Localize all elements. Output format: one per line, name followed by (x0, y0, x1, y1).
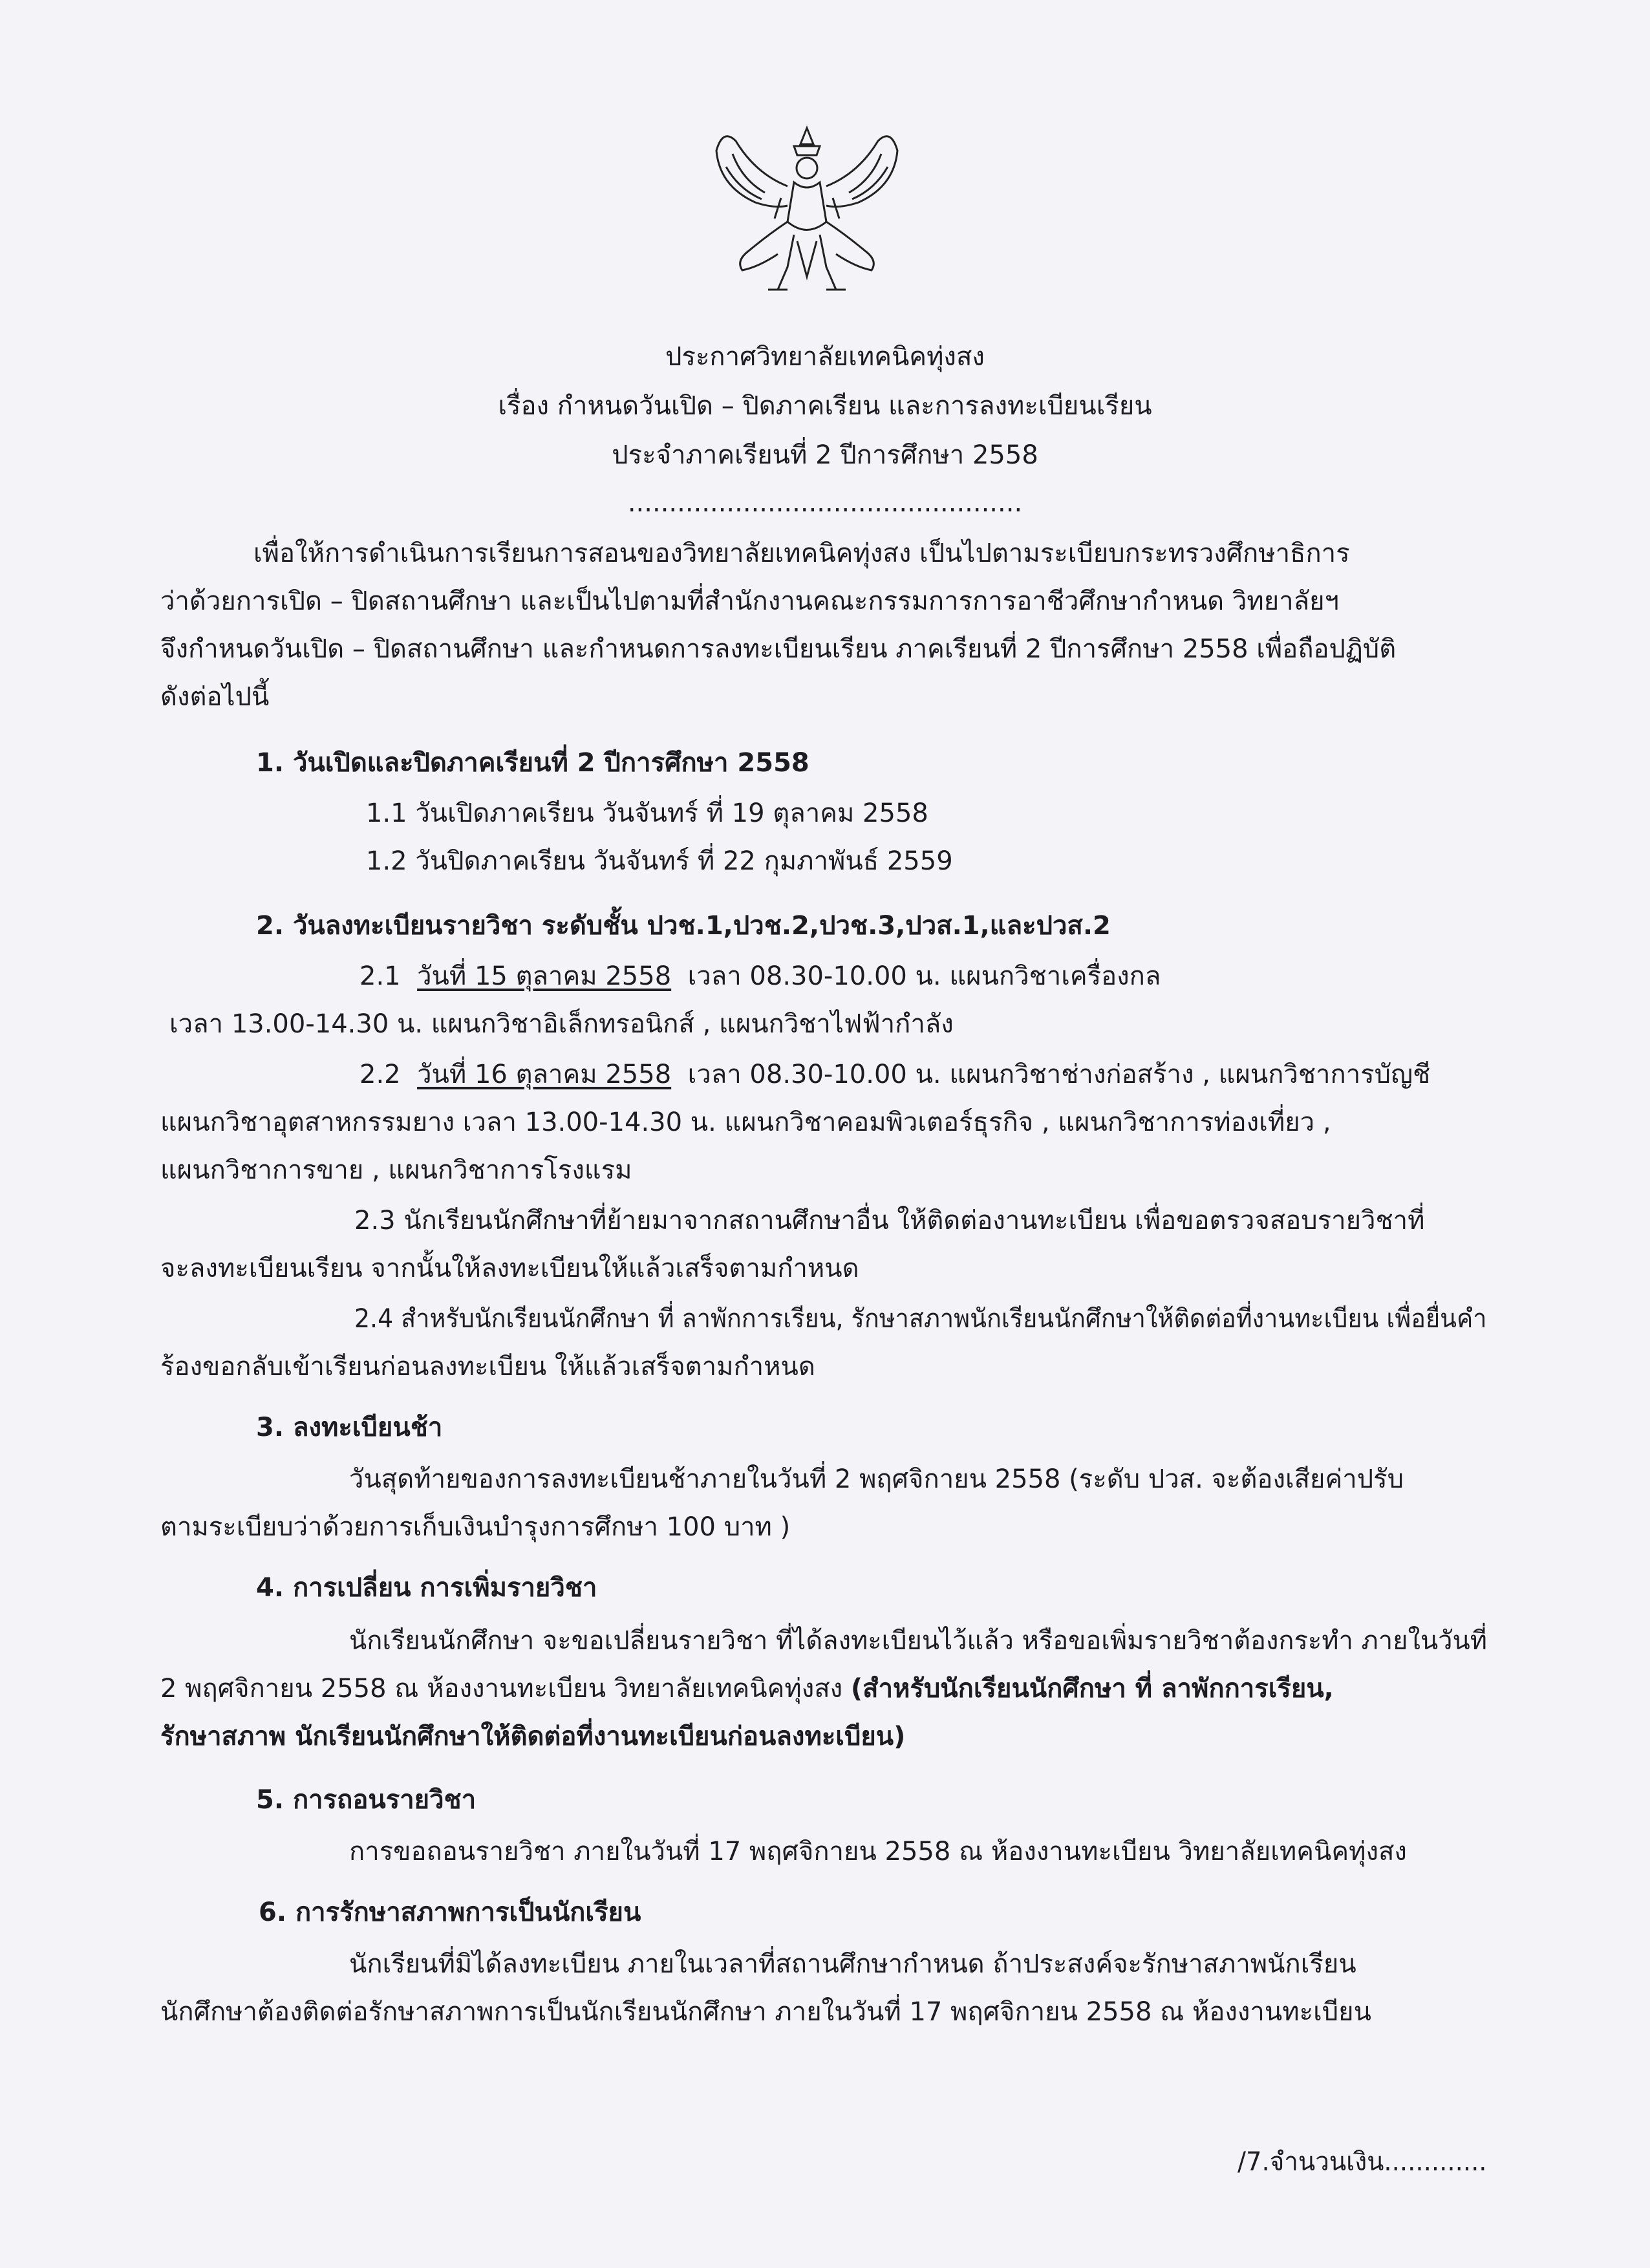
item-detail: เวลา 08.30-10.00 น. แผนกวิชาเครื่องกล (687, 961, 1161, 991)
item-number: 2.1 (359, 961, 401, 991)
title-separator: ................................................ (627, 488, 1023, 518)
intro-line: จึงกำหนดวันเปิด – ปิดสถานศึกษา และกำหนดการลงทะเบียนเรียน ภาคเรียนที่ 2 ปีการศึกษา 2558 เพื่อถือปฏิบัติ (160, 634, 1397, 664)
section-6-heading: 6. การรักษาสภาพการเป็นนักเรียน (259, 1898, 641, 1927)
continuation-note: /7.จำนวนเงิน............. (1238, 2147, 1487, 2177)
section-1-heading: 1. วันเปิดและปิดภาคเรียนที่ 2 ปีการศึกษา 2558 (256, 748, 809, 778)
intro-line: ดังต่อไปนี้ (160, 682, 270, 712)
intro-line: ว่าด้วยการเปิด – ปิดสถานศึกษา และเป็นไปตามที่สำนักงานคณะกรรมการการอาชีวศึกษากำหนด วิทยาลัยฯ (160, 586, 1340, 616)
section-6-text: นักศึกษาต้องติดต่อรักษาสภาพการเป็นนักเรียนนักศึกษา ภายในวันที่ 17 พฤศจิกายน 2558 ณ ห้องงานทะเบียน (160, 1997, 1371, 2027)
announcement-subject: เรื่อง กำหนดวันเปิด – ปิดภาคเรียน และการลงทะเบียนเรียน (498, 391, 1152, 421)
section-3-text: วันสุดท้ายของการลงทะเบียนช้าภายในวันที่ 2 พฤศจิกายน 2558 (ระดับ ปวส. จะต้องเสียค่าปรับ (349, 1464, 1404, 1494)
garuda-emblem (697, 115, 917, 309)
section-3-text: ตามระเบียบว่าด้วยการเก็บเงินบำรุงการศึกษา 100 บาท ) (160, 1512, 791, 1542)
section-4-heading: 4. การเปลี่ยน การเพิ่มรายวิชา (256, 1573, 597, 1603)
section-1-item: 1.2 วันปิดภาคเรียน วันจันทร์ ที่ 22 กุมภาพันธ์ 2559 (366, 846, 953, 876)
section-3-heading: 3. ลงทะเบียนช้า (256, 1413, 443, 1442)
section-2-item-continued: แผนกวิชาอุตสาหกรรมยาง เวลา 13.00-14.30 น. แผนกวิชาคอมพิวเตอร์ธุรกิจ , แผนกวิชาการท่องเที่ยว , (160, 1107, 1331, 1137)
section-4-note: รักษาสภาพ นักเรียนนักศึกษาให้ติดต่อที่งานทะเบียนก่อนลงทะเบียน) (160, 1722, 906, 1751)
section-2-heading: 2. วันลงทะเบียนรายวิชา ระดับชั้น ปวช.1,ปวช.2,ปวช.3,ปวส.1,และปวส.2 (256, 911, 1111, 941)
section-5-heading: 5. การถอนรายวิชา (256, 1785, 477, 1815)
section-2-item-continued: แผนกวิชาการขาย , แผนกวิชาการโรงแรม (160, 1155, 632, 1185)
section-4-note: (สำหรับนักเรียนนักศึกษา ที่ ลาพักการเรียน, (850, 1674, 1334, 1704)
announcement-term: ประจำภาคเรียนที่ 2 ปีการศึกษา 2558 (612, 440, 1038, 470)
item-number: 2.2 (359, 1060, 401, 1089)
section-2-item (359, 1058, 1430, 1091)
announcement-title: ประกาศวิทยาลัยเทคนิคทุ่งสง (665, 342, 985, 372)
section-5-text: การขอถอนรายวิชา ภายในวันที่ 17 พฤศจิกายน 2558 ณ ห้องงานทะเบียน วิทยาลัยเทคนิคทุ่งสง (349, 1837, 1407, 1867)
section-6-text: นักเรียนที่มิได้ลงทะเบียน ภายในเวลาที่สถานศึกษากำหนด ถ้าประสงค์จะรักษาสภาพนักเรียน (349, 1949, 1356, 1979)
section-2-item-continued: ร้องขอกลับเข้าเรียนก่อนลงทะเบียน ให้แล้วเสร็จตามกำหนด (160, 1352, 815, 1382)
registration-date: วันที่ 15 ตุลาคม 2558 (417, 961, 672, 991)
section-2-item (359, 959, 1161, 993)
section-2-item-continued: จะลงทะเบียนเรียน จากนั้นให้ลงทะเบียนให้แล้วเสร็จตามกำหนด (160, 1254, 859, 1283)
intro-line: เพื่อให้การดำเนินการเรียนการสอนของวิทยาลัยเทคนิคทุ่งสง เป็นไปตามระเบียบกระทรวงศึกษาธิการ (253, 539, 1350, 568)
section-4-text-plain: 2 พฤศจิกายน 2558 ณ ห้องงานทะเบียน วิทยาลัยเทคนิคทุ่งสง (160, 1674, 851, 1704)
section-4-text: นักเรียนนักศึกษา จะขอเปลี่ยนรายวิชา ที่ได้ลงทะเบียนไว้แล้ว หรือขอเพิ่มรายวิชาต้องกระทำ ภายในวันที่ (349, 1626, 1487, 1656)
section-2-item-continued: เวลา 13.00-14.30 น. แผนกวิชาอิเล็กทรอนิกส์ , แผนกวิชาไฟฟ้ากำลัง (169, 1009, 954, 1039)
section-1-item: 1.1 วันเปิดภาคเรียน วันจันทร์ ที่ 19 ตุลาคม 2558 (366, 798, 928, 828)
section-4-text (160, 1672, 1334, 1706)
section-2-item: 2.4 สำหรับนักเรียนนักศึกษา ที่ ลาพักการเรียน, รักษาสภาพนักเรียนนักศึกษาให้ติดต่อที่งานทะเบียน เพื่อยื่นคำ (354, 1304, 1487, 1334)
registration-date: วันที่ 16 ตุลาคม 2558 (417, 1060, 672, 1089)
item-detail: เวลา 08.30-10.00 น. แผนกวิชาช่างก่อสร้าง , แผนกวิชาการบัญชี (687, 1060, 1431, 1089)
section-2-item: 2.3 นักเรียนนักศึกษาที่ย้ายมาจากสถานศึกษาอื่น ให้ติดต่องานทะเบียน เพื่อขอตรวจสอบรายวิชาที่ (354, 1206, 1425, 1236)
